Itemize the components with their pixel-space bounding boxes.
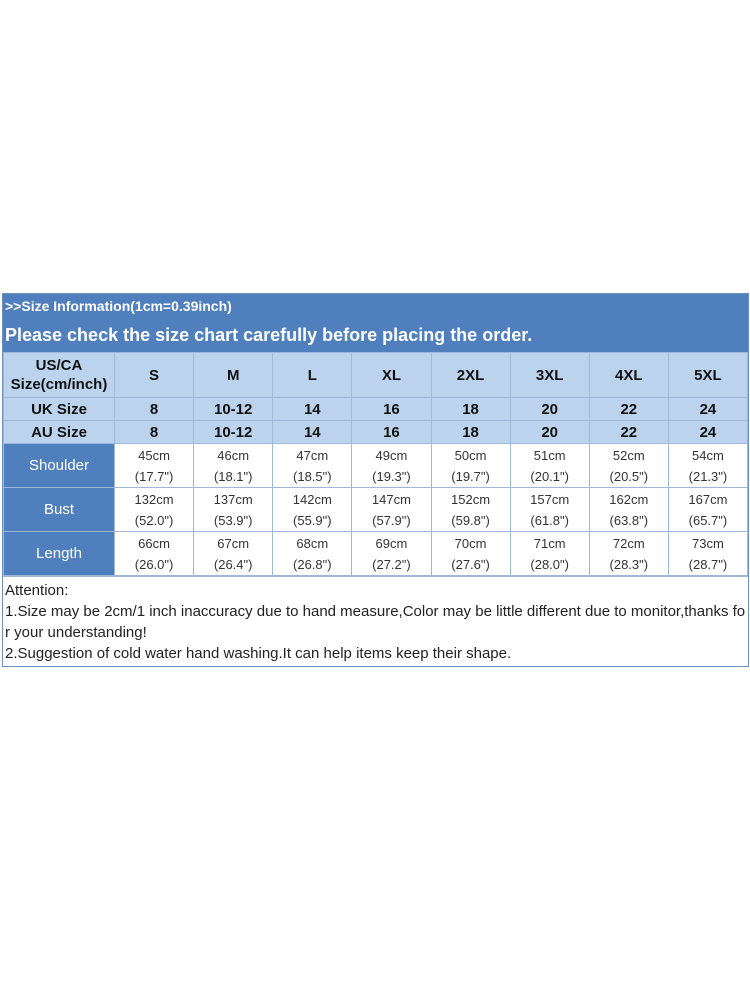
inch-value: (27.6") [451, 556, 490, 572]
au-size-cell: 18 [431, 421, 510, 444]
attention-note-1: 1.Size may be 2cm/1 inch inaccuracy due to hand measure,Color may be little different due to monitor,thanks for your understanding! [5, 603, 746, 641]
measurement-cell [589, 444, 668, 488]
inch-value: (21.3") [688, 468, 728, 484]
us-size-row [4, 353, 748, 398]
measurement-cell [510, 488, 589, 532]
inch-value: (52.0") [134, 512, 174, 528]
measurement-label: Length [4, 532, 115, 576]
measurement-label: Bust [4, 488, 115, 532]
measurement-cell [194, 532, 273, 576]
inch-value: (18.1") [213, 468, 253, 484]
au-size-cell: 10-12 [194, 421, 273, 444]
inch-value: (19.3") [372, 468, 411, 484]
measurement-cell [431, 532, 510, 576]
cm-value: 52cm [612, 447, 645, 463]
measurement-row-length [4, 532, 748, 576]
cm-value: 137cm [213, 491, 253, 507]
us-size-cell: 5XL [668, 353, 747, 398]
uk-size-cell: 8 [115, 398, 194, 421]
cm-value: 147cm [371, 491, 411, 507]
inch-value: (26.0") [134, 556, 174, 572]
cm-value: 157cm [530, 491, 570, 507]
inch-value: (18.5") [293, 468, 332, 484]
size-chart-banner [3, 294, 748, 352]
attention-title: Attention: [5, 582, 69, 599]
inch-value: (28.0") [530, 556, 569, 572]
measurement-cell [431, 488, 510, 532]
cm-value: 71cm [533, 535, 566, 551]
au-size-cell: 20 [510, 421, 589, 444]
inch-value: (61.8") [530, 512, 569, 528]
au-size-label: AU Size [4, 421, 115, 444]
measurement-cell [115, 532, 194, 576]
inch-value: (28.3") [609, 556, 649, 572]
cm-value: 73cm [692, 535, 724, 551]
us-size-label-line1: US/CA [35, 357, 83, 374]
measurement-cell [589, 532, 668, 576]
uk-size-cell: 16 [352, 398, 431, 421]
measurement-cell [273, 532, 352, 576]
us-size-cell: M [194, 353, 273, 398]
inch-value: (63.8") [609, 512, 649, 528]
uk-size-cell: 22 [589, 398, 668, 421]
measurement-cell [273, 444, 352, 488]
cm-value: 54cm [692, 447, 724, 463]
us-size-cell: L [273, 353, 352, 398]
measurement-label: Shoulder [4, 444, 115, 488]
measurement-cell [115, 444, 194, 488]
us-size-cell: 2XL [431, 353, 510, 398]
measurement-row-bust [4, 488, 748, 532]
measurement-cell [668, 532, 747, 576]
cm-value: 132cm [134, 491, 174, 507]
uk-size-label: UK Size [4, 398, 115, 421]
uk-size-cell: 14 [273, 398, 352, 421]
inch-value: (17.7") [134, 468, 174, 484]
cm-value: 162cm [609, 491, 649, 507]
us-size-cell: 3XL [510, 353, 589, 398]
au-size-cell: 14 [273, 421, 352, 444]
size-info-title: >>Size Information(1cm=0.39inch) [5, 298, 232, 314]
cm-value: 72cm [612, 535, 645, 551]
au-size-cell: 16 [352, 421, 431, 444]
inch-value: (19.7") [451, 468, 490, 484]
cm-value: 47cm [296, 447, 329, 463]
inch-value: (65.7") [688, 512, 728, 528]
inch-value: (57.9") [372, 512, 411, 528]
measurement-cell [194, 488, 273, 532]
us-size-label [4, 353, 115, 398]
cm-value: 152cm [451, 491, 491, 507]
cm-value: 142cm [292, 491, 332, 507]
measurement-cell [668, 488, 747, 532]
measurement-cell [668, 444, 747, 488]
cm-value: 46cm [217, 447, 250, 463]
measurement-cell [273, 488, 352, 532]
inch-value: (27.2") [372, 556, 411, 572]
size-chart-heading: Please check the size chart carefully before placing the order. [5, 325, 533, 345]
measurement-cell [510, 444, 589, 488]
measurement-cell [352, 488, 431, 532]
cm-value: 167cm [688, 491, 728, 507]
au-size-cell: 24 [668, 421, 747, 444]
measurement-cell [431, 444, 510, 488]
measurement-cell [352, 532, 431, 576]
cm-value: 49cm [375, 447, 408, 463]
attention-notes [3, 576, 748, 666]
au-size-cell: 22 [589, 421, 668, 444]
cm-value: 45cm [138, 447, 170, 463]
measurement-cell [194, 444, 273, 488]
inch-value: (28.7") [688, 556, 728, 572]
inch-value: (20.5") [609, 468, 649, 484]
uk-size-cell: 24 [668, 398, 747, 421]
cm-value: 67cm [217, 535, 250, 551]
attention-note-2: 2.Suggestion of cold water hand washing.It can help items keep their shape. [5, 645, 512, 662]
cm-value: 70cm [454, 535, 487, 551]
measurement-cell [510, 532, 589, 576]
measurement-cell [115, 488, 194, 532]
uk-size-row [4, 398, 748, 421]
inch-value: (59.8") [451, 512, 490, 528]
us-size-cell: 4XL [589, 353, 668, 398]
cm-value: 50cm [454, 447, 487, 463]
measurement-cell [589, 488, 668, 532]
au-size-cell: 8 [115, 421, 194, 444]
us-size-cell: S [115, 353, 194, 398]
cm-value: 68cm [296, 535, 329, 551]
size-chart [2, 293, 749, 667]
uk-size-cell: 10-12 [194, 398, 273, 421]
cm-value: 66cm [138, 535, 170, 551]
inch-value: (55.9") [293, 512, 332, 528]
cm-value: 51cm [533, 447, 566, 463]
uk-size-cell: 20 [510, 398, 589, 421]
measurement-rows [4, 444, 748, 576]
size-table [3, 352, 748, 576]
us-size-cell: XL [352, 353, 431, 398]
us-size-label-line2: Size(cm/inch) [10, 376, 108, 393]
uk-size-cell: 18 [431, 398, 510, 421]
inch-value: (26.4") [213, 556, 253, 572]
measurement-row-shoulder [4, 444, 748, 488]
measurement-cell [352, 444, 431, 488]
cm-value: 69cm [375, 535, 408, 551]
inch-value: (53.9") [213, 512, 253, 528]
inch-value: (20.1") [530, 468, 569, 484]
au-size-row [4, 421, 748, 444]
inch-value: (26.8") [293, 556, 332, 572]
